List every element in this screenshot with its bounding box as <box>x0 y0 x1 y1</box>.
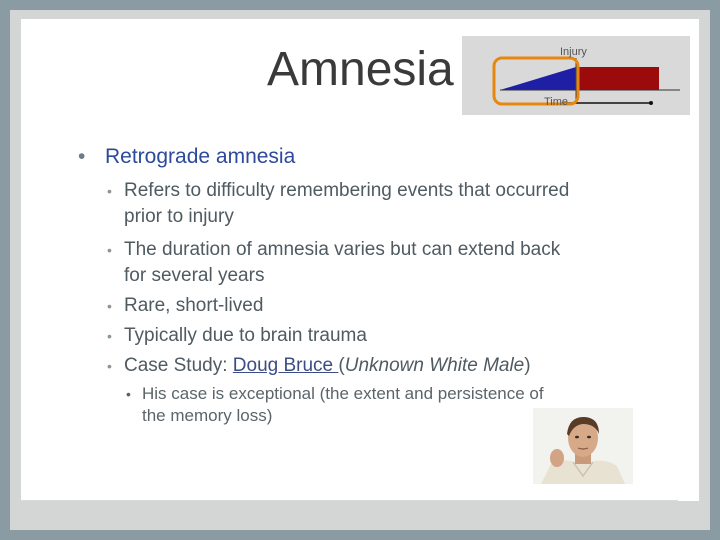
sub-bullet-text: Typically due to brain trauma <box>124 325 367 346</box>
bullet-glyph: • <box>107 358 112 374</box>
sub-bullet-text: Refers to difficulty remembering events that occurred prior to injury <box>124 180 570 227</box>
doug-bruce-link[interactable]: Doug Bruce <box>232 355 339 376</box>
case-study-prefix: Case Study: <box>124 355 233 376</box>
bullet-glyph: • <box>107 298 112 314</box>
case-open-paren: ( <box>338 355 345 376</box>
amnesia-timeline-diagram <box>462 36 690 115</box>
case-study-text <box>124 353 664 379</box>
film-title: Unknown White Male <box>344 355 525 376</box>
doug-bruce-photo <box>533 408 633 484</box>
injury-label: Injury <box>560 46 587 58</box>
bullet-glyph: • <box>107 328 112 344</box>
time-arrow-head <box>649 101 653 105</box>
bullet-glyph: • <box>78 145 86 168</box>
bullet-retrograde: Retrograde amnesia <box>105 145 296 168</box>
case-close-paren: ) <box>524 355 531 376</box>
sub-bullet-text: Rare, short-lived <box>124 295 264 316</box>
bullet-glyph: • <box>126 386 131 402</box>
bullet-glyph: • <box>107 183 112 199</box>
case-detail-text: His case is exceptional (the extent and persistence of the memory loss) <box>142 384 544 425</box>
slide-title: Amnesia <box>267 43 454 96</box>
retrograde-wedge <box>500 67 576 90</box>
bottom-rule <box>21 500 678 501</box>
time-label: Time <box>544 96 569 108</box>
anterograde-bar <box>576 67 659 90</box>
sub-bullet-text: The duration of amnesia varies but can extend back for several years <box>124 239 561 286</box>
bullet-glyph: • <box>107 242 112 258</box>
